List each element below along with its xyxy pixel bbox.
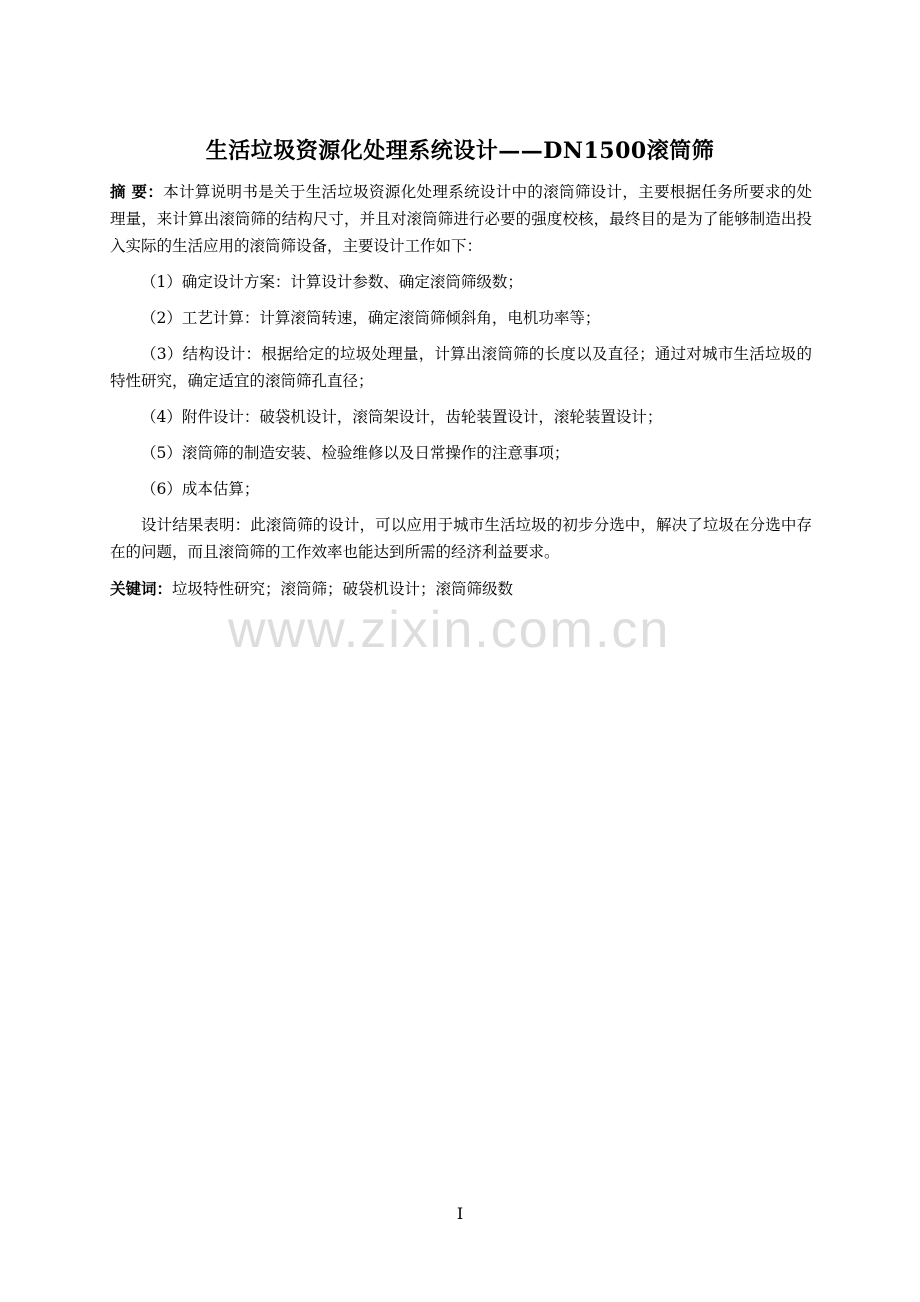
abstract-body [110,178,812,612]
abstract-text: 本计算说明书是关于生活垃圾资源化处理系统设计中的滚筒筛设计，主要根据任务所要求的处理量，来计算出滚筒筛的结构尺寸，并且对滚筒筛进行必要的强度校核，最终目的是为了能够制造出投入实际的生活应用的滚筒筛设备，主要设计工作如下： [110,183,812,255]
item-6: （6）成本估算； [141,480,260,498]
item-2: （2）工艺计算：计算滚筒转速，确定滚筒筛倾斜角，电机功率等； [141,309,601,327]
keywords-paragraph [110,575,812,603]
keywords-label: 关键词： [110,579,173,598]
item-1: （1）确定设计方案：计算设计参数、确定滚筒筛级数； [141,273,523,291]
item-3: （3）结构设计：根据给定的垃圾处理量，计算出滚筒筛的长度以及直径；通过对城市生活垃圾的特性研究，确定适宜的滚筒筛孔直径； [110,345,812,390]
conclusion-paragraph: 设计结果表明：此滚筒筛的设计，可以应用于城市生活垃圾的初步分选中，解决了垃圾在分选中存在的问题，而且滚筒筛的工作效率也能达到所需的经济利益要求。 [110,516,812,561]
abstract-paragraph [110,178,812,260]
watermark-text: www.zixin.com.cn [228,601,671,659]
page-number: I [456,1204,464,1223]
keywords-text: 垃圾特性研究；滚筒筛；破袋机设计；滚筒筛级数 [172,580,514,598]
item-4: （4）附件设计：破袋机设计，滚筒架设计，齿轮装置设计，滚轮装置设计； [141,408,663,426]
document-title: 生活垃圾资源化处理系统设计——DN1500滚筒筛 [205,138,715,164]
abstract-label: 摘 要： [110,182,164,201]
item-5: （5）滚筒筛的制造安装、检验维修以及日常操作的注意事项； [141,444,570,462]
